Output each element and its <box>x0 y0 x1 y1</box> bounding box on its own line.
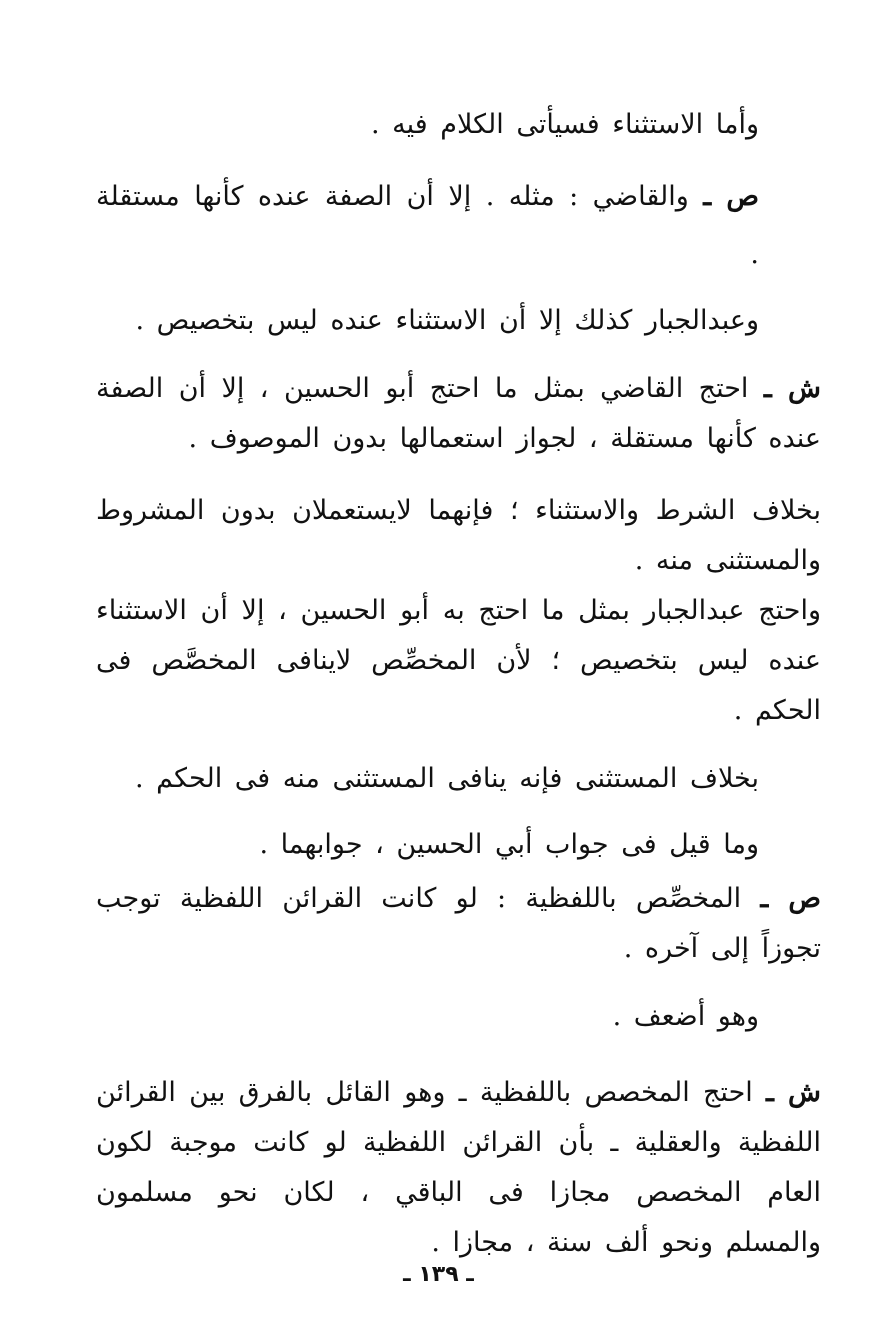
paragraph-text: المخصِّص باللفظية : لو كانت القرائن اللفظية توجب تجوزاً إلى آخره . <box>96 883 821 964</box>
paragraph-2 <box>96 168 759 284</box>
paragraph-6 <box>96 586 821 736</box>
body-text <box>96 96 822 1268</box>
paragraph-11 <box>96 1068 821 1268</box>
paragraph-text: واحتج عبدالجبار بمثل ما احتج به أبو الحسين ، إلا أن الاستثناء عنده ليس بتخصيص ؛ لأن المخصِّص لاينافى المخصَّص فى الحكم . <box>96 595 821 726</box>
paragraph-text: وهو أضعف . <box>612 1001 759 1032</box>
paragraph-8 <box>96 816 759 874</box>
paragraph-5 <box>96 486 821 586</box>
paragraph-text: بخلاف المستثنى فإنه ينافى المستثنى منه فى الحكم . <box>135 763 759 794</box>
paragraph-4 <box>96 364 821 464</box>
paragraph-text: وما قيل فى جواب أبي الحسين ، جوابهما . <box>259 829 759 860</box>
paragraph-text: احتج القاضي بمثل ما احتج أبو الحسين ، إلا أن الصفة عنده كأنها مستقلة ، لجواز استعمالها بدون الموصوف . <box>96 373 821 454</box>
paragraph-text: وأما الاستثناء فسيأتى الكلام فيه . <box>371 109 759 140</box>
paragraph-text: والقاضي : مثله . إلا أن الصفة عنده كأنها مستقلة . <box>96 181 759 270</box>
paragraph-3 <box>96 292 759 350</box>
paragraph-marker: ص ـ <box>703 181 760 212</box>
paragraph-10 <box>96 988 759 1046</box>
paragraph-1 <box>96 96 759 154</box>
paragraph-7 <box>96 750 759 808</box>
paragraph-text: بخلاف الشرط والاستثناء ؛ فإنهما لايستعملان بدون المشروط والمستثنى منه . <box>96 495 821 576</box>
paragraph-marker: ش ـ <box>766 1077 821 1108</box>
paragraph-text: وعبدالجبار كذلك إلا أن الاستثناء عنده ليس بتخصيص . <box>135 305 759 336</box>
page-number: ـ ١٣٩ ـ <box>403 1262 474 1287</box>
paragraph-marker: ص ـ <box>760 883 822 914</box>
paragraph-text: احتج المخصص باللفظية ـ وهو القائل بالفرق بين القرائن اللفظية والعقلية ـ بأن القرائن اللفظية لو كانت موجبة لكون العام المخصص مجازا فى الباقي ، لكان نحو مسلمون والمسلم ونحو ألف سنة ، مجازا . <box>96 1077 821 1258</box>
paragraph-9 <box>96 874 821 974</box>
paragraph-marker: ش ـ <box>763 373 821 404</box>
